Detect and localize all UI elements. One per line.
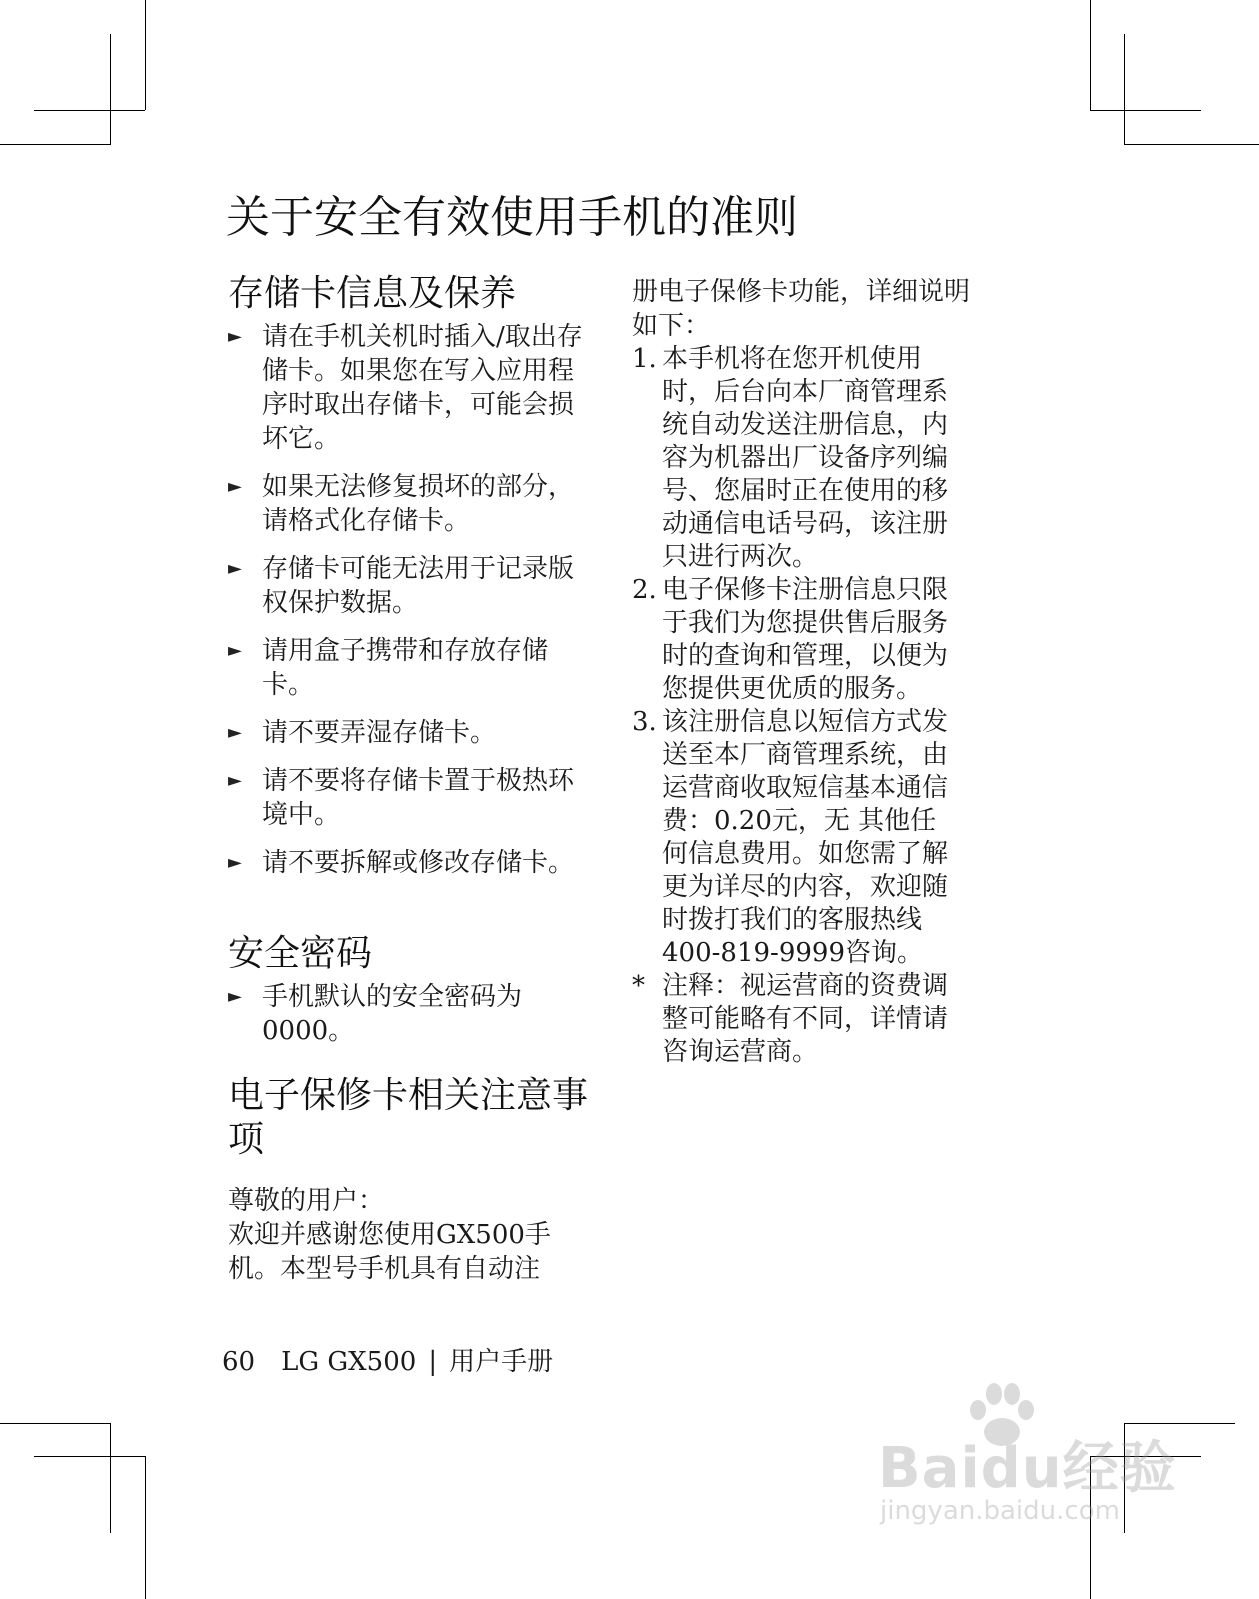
crop-mark (110, 34, 111, 144)
list-item: ► 请在手机关机时插入/取出存储卡。如果您在写入应用程序时取出存储卡，可能会损坏它。 (228, 322, 583, 454)
crop-mark (1090, 0, 1091, 110)
warranty-intro-text: 欢迎并感谢您使用GX500手机。本型号手机具有自动注 (228, 1220, 551, 1284)
crop-mark (0, 144, 111, 145)
triangle-bullet-icon: ► (228, 640, 242, 661)
list-item: 2. 电子保修卡注册信息只限于我们为您提供售后服务时的查询和管理，以便为您提供更优质的服务。 (632, 575, 949, 704)
list-item: ► 请不要将存储卡置于极热环境中。 (228, 766, 575, 830)
crop-mark (34, 110, 145, 111)
list-item: ► 如果无法修复损坏的部分，请格式化存储卡。 (228, 472, 575, 536)
warranty-section (228, 1074, 588, 1286)
triangle-bullet-icon: ► (228, 986, 242, 1007)
note-item: * 注释：视运营商的资费调整可能略有不同，详情请咨询运营商。 (632, 971, 949, 1067)
crop-mark (0, 1423, 111, 1424)
triangle-bullet-icon: ► (228, 852, 242, 873)
triangle-bullet-icon: ► (228, 326, 242, 347)
footer-separator: | (428, 1347, 438, 1377)
manual-title: 用户手册 (449, 1347, 554, 1377)
page-footer (222, 1344, 553, 1380)
crop-mark (145, 0, 146, 110)
triangle-bullet-icon: ► (228, 558, 242, 579)
list-item: ► 手机默认的安全密码为0000。 (228, 982, 523, 1046)
section-heading-warranty: 电子保修卡相关注意事项 (228, 1075, 589, 1160)
warranty-intro-continued: 册电子保修卡功能，详细说明如下： (632, 277, 971, 341)
page-title: 关于安全有效使用手机的准则 (226, 192, 798, 243)
triangle-bullet-icon: ► (228, 476, 242, 497)
crop-mark (1124, 34, 1125, 144)
crop-mark (34, 1456, 145, 1457)
baidu-watermark (870, 1380, 1200, 1560)
page-number: 60 (222, 1347, 256, 1377)
crop-mark (110, 1423, 111, 1533)
list-item: 3. 该注册信息以短信方式发送至本厂商管理系统，由运营商收取短信基本通信费：0.20元，无 其他任何信息费用。如您需了解更为详尽的内容，欢迎随时拨打我们的客服热线400-819-9999咨询。 (632, 707, 949, 968)
watermark-logo: Baidu经验 (878, 1436, 1177, 1501)
list-item: 1. 本手机将在您开机使用时，后台向本厂商管理系统自动发送注册信息，内容为机器出厂设备序列编号、您届时正在使用的移动通信电话号码，该注册只进行两次。 (632, 344, 949, 572)
list-item: ► 请不要弄湿存储卡。 (228, 718, 497, 748)
right-column (632, 275, 1002, 1069)
triangle-bullet-icon: ► (228, 722, 242, 743)
list-item: ► 请不要拆解或修改存储卡。 (228, 848, 575, 878)
greeting-text: 尊敬的用户： (228, 1186, 385, 1216)
memory-card-section (228, 272, 588, 880)
warranty-details-list (632, 343, 1002, 1069)
crop-mark (1124, 144, 1259, 145)
crop-mark (1090, 110, 1201, 111)
triangle-bullet-icon: ► (228, 770, 242, 791)
crop-mark (145, 1456, 146, 1599)
security-code-section (228, 932, 588, 1048)
security-code-list (228, 980, 588, 1048)
list-item: ► 存储卡可能无法用于记录版权保护数据。 (228, 554, 575, 618)
section-heading-memory-card: 存储卡信息及保养 (228, 273, 517, 314)
section-heading-security-code: 安全密码 (228, 933, 373, 974)
left-column (228, 272, 588, 1286)
watermark-url: jingyan.baidu.com (880, 1496, 1120, 1526)
memory-card-list (228, 320, 588, 880)
list-item: ► 请用盒子携带和存放存储卡。 (228, 636, 549, 700)
model-name: LG GX500 (281, 1347, 417, 1377)
